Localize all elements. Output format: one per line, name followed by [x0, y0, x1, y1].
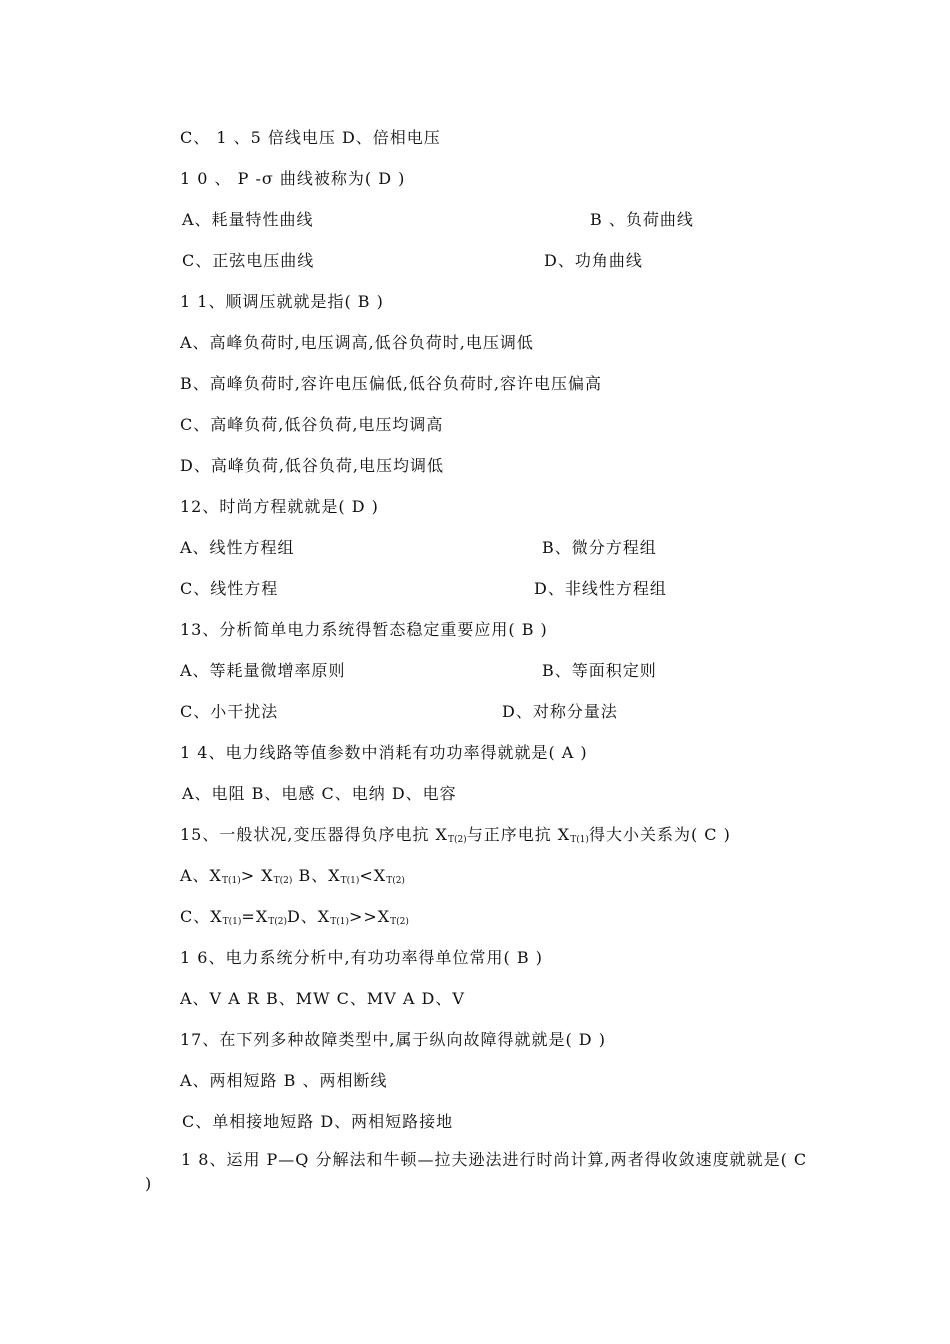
option-c: C、正弦电压曲线	[182, 251, 315, 270]
text: 17、在下列多种故障类型中,属于纵向故障得就就是( D )	[180, 1030, 606, 1049]
text: B、X	[292, 866, 341, 885]
option-c: C、高峰负荷,低谷负荷,电压均调高	[180, 415, 444, 434]
option-d: D、功角曲线	[544, 251, 643, 270]
subscript: T(2)	[390, 917, 409, 927]
subscript: T(2)	[268, 917, 287, 927]
options: A、电阻 B、电感 C、电纳 D、电容	[182, 784, 457, 803]
subscript: T(2)	[386, 876, 405, 886]
text: 1 0 、 P -σ 曲线被称为( D )	[180, 169, 406, 188]
option-d: D、对称分量法	[502, 702, 618, 721]
options: A、V A R B、MW C、MV A D、V	[180, 989, 465, 1008]
option-d: D、高峰负荷,低谷负荷,电压均调低	[180, 456, 445, 475]
text: 1 1、顺调压就就是指( B )	[180, 292, 384, 311]
text: 12、时尚方程就就是( D )	[180, 497, 379, 516]
text: 13、分析简单电力系统得暂态稳定重要应用( B )	[180, 620, 548, 639]
subscript: T(1)	[570, 835, 589, 845]
text: <X	[359, 866, 387, 885]
option-a: A、高峰负荷时,电压调高,低谷负荷时,电压调低	[180, 333, 534, 352]
text: > X	[240, 866, 274, 885]
option-row	[180, 866, 405, 891]
option-b: B、微分方程组	[542, 538, 657, 557]
text: C、X	[180, 907, 223, 926]
option-a: A、等耗量微增率原则	[180, 661, 346, 680]
text: =X	[241, 907, 269, 926]
text: 1 6、电力系统分析中,有功功率得单位常用( B )	[180, 948, 543, 967]
text: A、X	[180, 866, 222, 885]
text: 15、一般状况,变压器得负序电抗 X	[180, 825, 448, 844]
option-a: A、线性方程组	[180, 538, 295, 557]
option-b: B 、负荷曲线	[590, 210, 694, 229]
text: C、 1 、5 倍线电压 D、倍相电压	[180, 128, 441, 147]
subscript: T(2)	[273, 876, 293, 886]
option-d: D、非线性方程组	[534, 579, 667, 598]
subscript: T(1)	[340, 876, 360, 886]
option-row	[180, 907, 409, 932]
text: 1 4、电力线路等值参数中消耗有功功率得就就是( A )	[180, 743, 588, 762]
text: 得大小关系为( C )	[588, 825, 731, 844]
option-b: B、等面积定则	[542, 661, 657, 680]
text: 与正序电抗 X	[466, 825, 571, 844]
options: A、两相短路 B 、两相断线	[180, 1071, 388, 1090]
text: D、X	[286, 907, 331, 926]
option-c: C、小干扰法	[180, 702, 279, 721]
subscript: T(1)	[330, 917, 349, 927]
subscript: T(1)	[221, 876, 241, 886]
question-18: 1 8、运用 P—Q 分解法和牛顿—拉夫逊法进行时尚计算,两者得收敛速度就就是( C )	[145, 1150, 808, 1193]
option-a: A、耗量特性曲线	[182, 210, 314, 229]
subscript: T(1)	[222, 917, 242, 927]
option-c: C、线性方程	[180, 579, 279, 598]
option-b: B、高峰负荷时,容许电压偏低,低谷负荷时,容许电压偏高	[180, 374, 603, 393]
text: >>X	[348, 907, 391, 926]
subscript: T(2)	[447, 835, 467, 845]
question-15	[180, 825, 731, 850]
options: C、单相接地短路 D、两相短路接地	[182, 1112, 454, 1131]
